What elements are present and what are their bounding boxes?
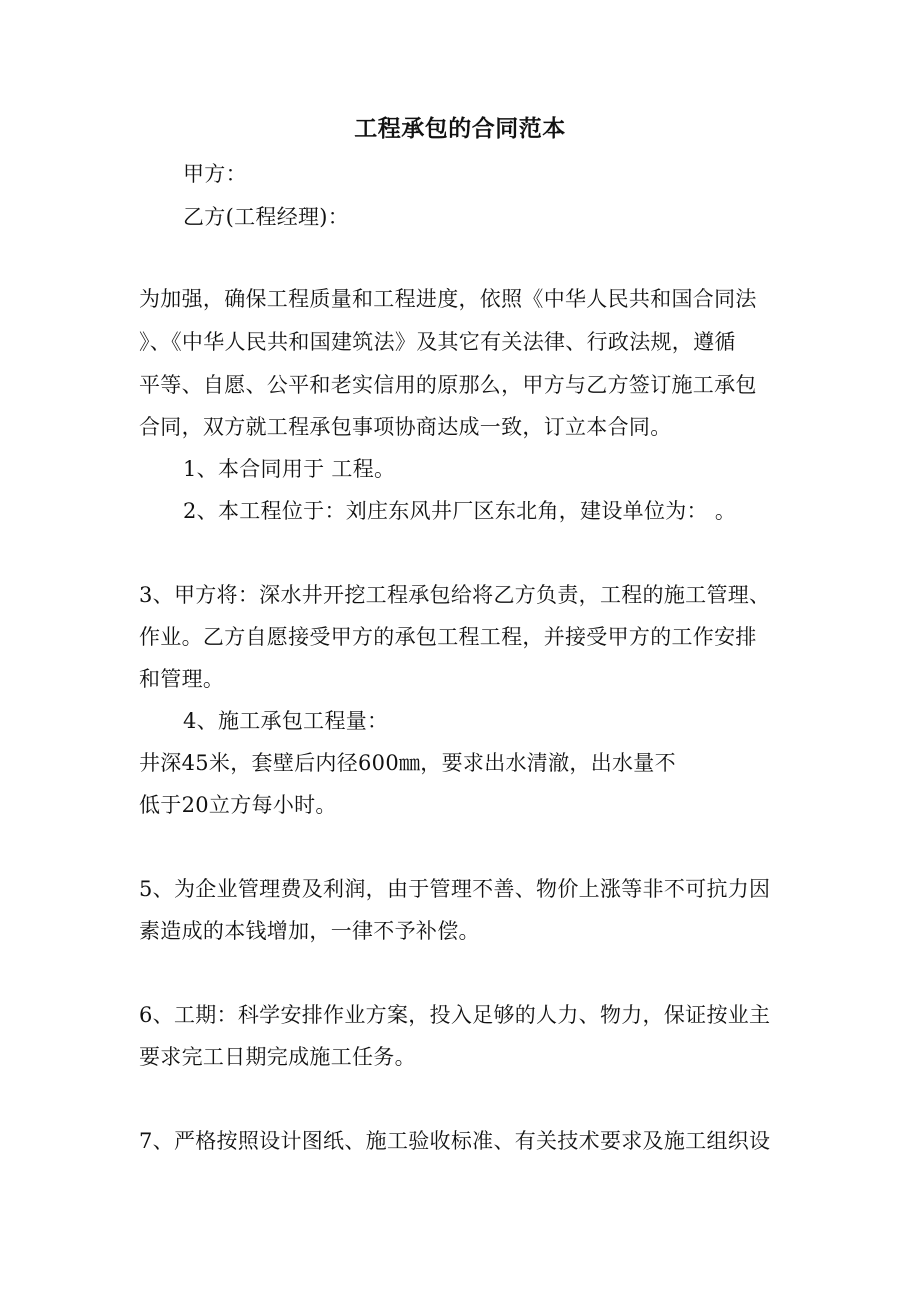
party-b-line: 乙方(工程经理)： <box>183 205 350 229</box>
clause-3-line-2: 作业。乙方自愿接受甲方的承包工程工程，并接受甲方的工作安排 <box>139 625 757 649</box>
intro-line-1: 为加强，确保工程质量和工程进度，依照《中华人民共和国合同法 <box>139 287 757 311</box>
intro-line-4: 合同，双方就工程承包事项协商达成一致，订立本合同。 <box>139 415 672 439</box>
clause-2: 2、本工程位于：刘庄东风井厂区东北角，建设单位为： 。 <box>183 499 737 523</box>
clause-6-line-2: 要求完工日期完成施工任务。 <box>139 1045 416 1069</box>
clause-5-line-1: 5、为企业管理费及利润，由于管理不善、物价上涨等非不可抗力因 <box>139 877 771 901</box>
intro-line-2: 》、《中华人民共和国建筑法》及其它有关法律、行政法规，遵循 <box>139 330 736 354</box>
clause-3-line-3: 和管理。 <box>139 667 225 691</box>
clause-3-line-1: 3、甲方将：深水井开挖工程承包给将乙方负责，工程的施工管理、 <box>139 583 771 607</box>
clause-4-line-2: 低于20立方每小时。 <box>139 793 337 817</box>
clause-7-line-1: 7、严格按照设计图纸、施工验收标准、有关技术要求及施工组织设 <box>139 1129 771 1153</box>
party-a-line: 甲方： <box>183 162 247 186</box>
clause-6-line-1: 6、工期：科学安排作业方案，投入足够的人力、物力，保证按业主 <box>139 1003 771 1027</box>
clause-1: 1、本合同用于 工程。 <box>183 457 396 481</box>
clause-5-line-2: 素造成的本钱增加，一律不予补偿。 <box>139 919 480 943</box>
clause-4-heading: 4、施工承包工程量： <box>183 709 389 733</box>
clause-4-line-1: 井深45米，套壁后内径600㎜，要求出水清澈，出水量不 <box>139 751 676 775</box>
document-title: 工程承包的合同范本 <box>354 115 566 142</box>
intro-line-3: 平等、自愿、公平和老实信用的原那么，甲方与乙方签订施工承包 <box>139 373 757 397</box>
